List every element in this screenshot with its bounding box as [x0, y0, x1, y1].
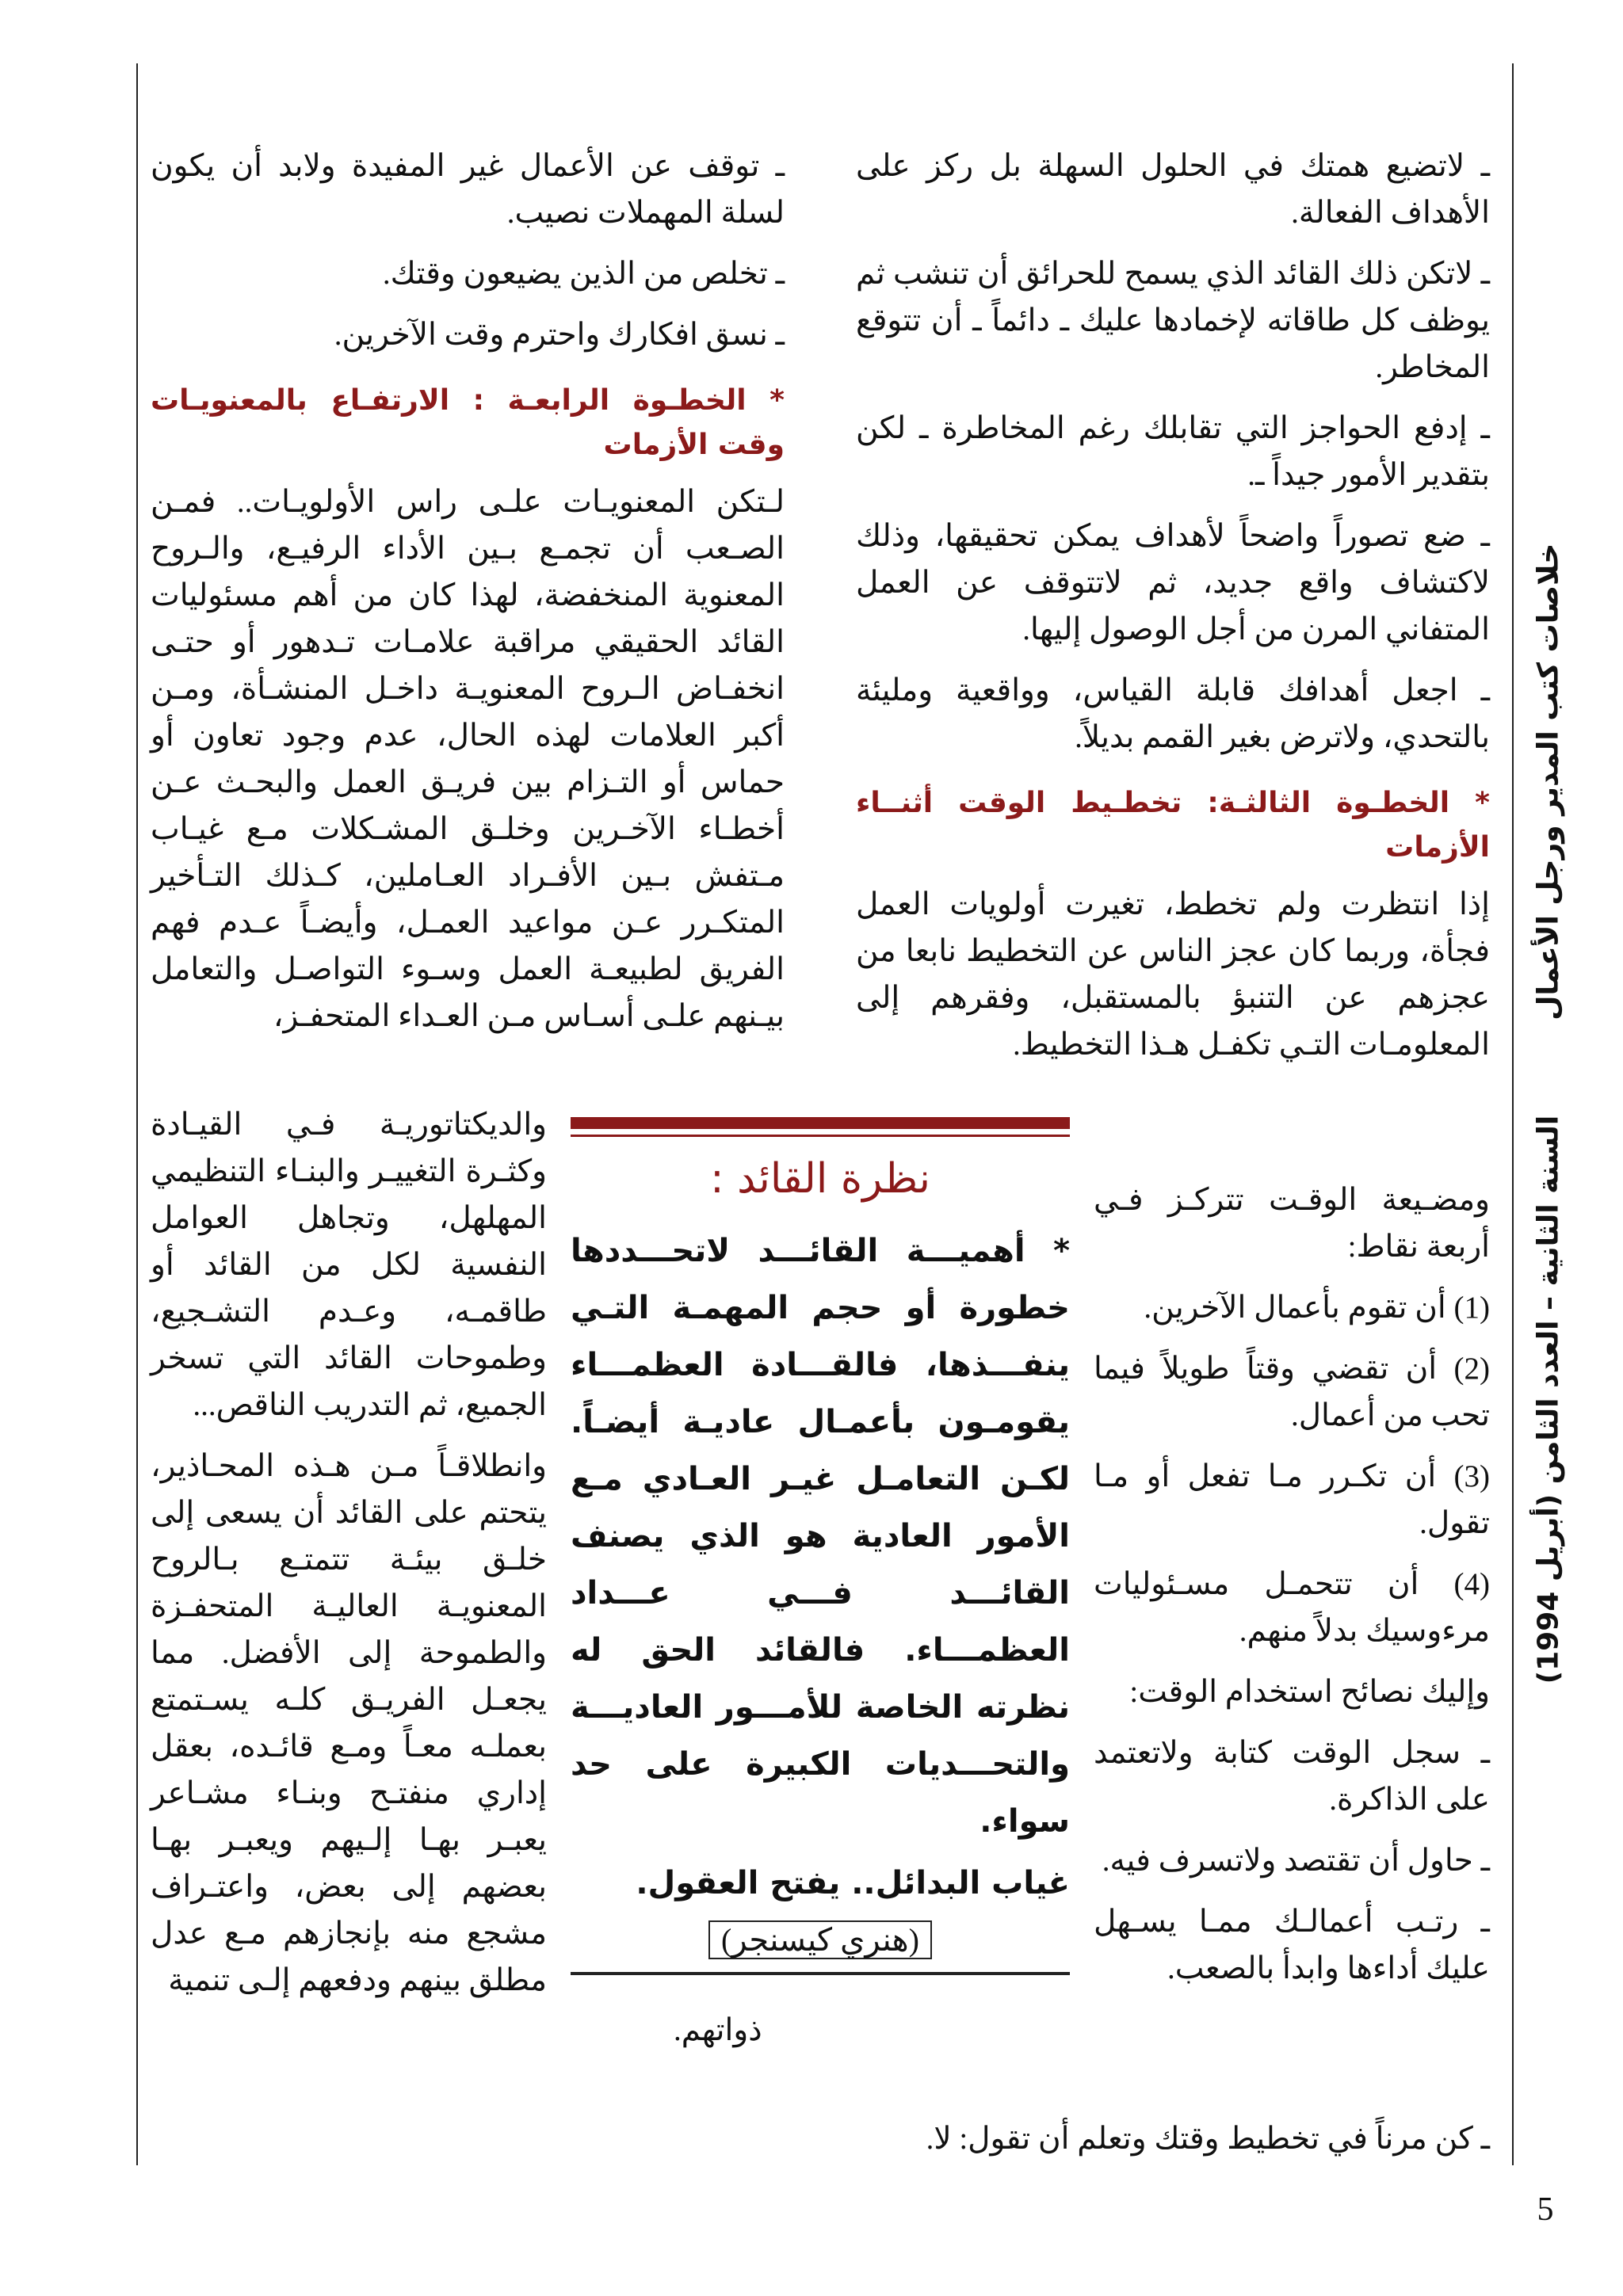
- list-item: ـ ضع تصوراً واضحاً لأهداف يمكن تحقيقها، وذلك لاكتشاف واقع جديد، ثم لاتتوقف عن العمل المتفاني المرن من أجل الوصول إليها.: [856, 519, 1490, 646]
- quote-credit: [571, 1917, 1070, 1964]
- step3-heading: * الخطـوة الثالثـة: تخطـيط الوقت أثنــاء الأزمات: [856, 787, 1490, 864]
- tail-text: ذواتهم.: [674, 2013, 762, 2047]
- list-item: (3) أن تكـرر مـا تفعل أو مـا تقول.: [1094, 1459, 1490, 1540]
- quote-paragraph: * أهميـــة القائـــد لاتحـــددها خطورة أو حجم المهمـة التـي ينفـــذها، فالقـــادة العظمـــاء يقومـون بأعمـال عاديـة أيضـاً. لكـن التعامـل غيـر العـادي مـع الأمور العادية هو الذي يصنف القائـــد فـــي عـــداد العظمـــاء. فالقائد الحق له نظرته الخاصة للأمـــور العاديـــة والتحـــديات الكبيرة على حد سواء.: [571, 1233, 1070, 1840]
- list-item: ـ إدفع الحواجز التي تقابلك رغم المخاطرة ـ لكن بتقدير الأمور جيداً ـ.: [856, 411, 1490, 492]
- left-column: [151, 143, 785, 1054]
- left-margin-rule: [136, 63, 138, 2165]
- paragraph: والديكتاتوريـة فـي القيـادة وكثـرة التغييـر والبنـاء التنظيمي المهلهل، وتجاهل العوامل النفسية لكل من القائد أو طاقمـه، وعـدم التشـجيع، وطموحات القائد التي تسخر الجميع، ثم التدريب الناقص...: [151, 1108, 547, 1422]
- paragraph: وانطلاقـاً مـن هـذه المحـاذير، يتحتم على القائد أن يسعى إلى خلـق بيئـة تتمتـع بـالروح المعنويـة العاليـة المتحفـزة والطموحة إلى الأفضل. مما يجعـل الفريـق كلـه يسـتمتع بعملـه معـاً ومـع قائـده، بعقل إداري منفتـح وبنـاء مشـاعر يعبـر بهـا إلـيهم ويعبـر بهـا بعضهم إلى بعض، واعتـراف مشجع منه بإنجازهم مـع عدل مطلق بينهم ودفعهم إلـى تنمية: [151, 1449, 547, 1997]
- list-item: ـ اجعل أهدافك قابلة القياس، وواقعية ومليئة بالتحدي، ولاترض بغير القمم بديلاً.: [856, 673, 1490, 754]
- list-item: ـ حاول أن تقتصد ولاتسرف فيه.: [1102, 1844, 1490, 1878]
- quote-top-bar: [571, 1117, 1070, 1129]
- last-tip: ـ كن مرناً في تخطيط وقتك وتعلم أن تقول: لا.: [926, 2122, 1490, 2156]
- list-item: (2) أن تقضي وقتاً طويلاً فيما تحب من أعمال.: [1094, 1352, 1490, 1432]
- list-item: ـ لاتكن ذلك القائد الذي يسمح للحرائق أن تنشب ثم يوظف كل طاقاته لإخمادها عليك ـ دائماً ـ أن تتوقع المخاطر.: [856, 257, 1490, 384]
- right-margin-rule: [1512, 63, 1514, 2165]
- list-item: ـ تخلص من الذين يضيعون وقتك.: [382, 257, 785, 291]
- step3-paragraph: إذا انتظرت ولم تخطط، تغيرت أولويات العمل فجأة، وربما كان عجز الناس عن التخطيط نابعا من عجزهم عن التنبؤ بالمستقبل، وفقرهم إلى المعلومـات التـي تكفـل هـذا التخطيط.: [856, 887, 1490, 1062]
- list-item: (4) أن تتحمـل مسـئوليات مرءوسيك بدلاً منهم.: [1094, 1567, 1490, 1648]
- publication-title: خلاصات كتب المدير ورجل الأعمال: [1532, 543, 1565, 1020]
- list-item: ـ نسق افكارك واحترم وقت الآخرين.: [334, 318, 785, 352]
- right-narrow-column: [1094, 1177, 1490, 2006]
- list-item: ـ توقف عن الأعمال غير المفيدة ولابد أن يكون لسلة المهملات نصيب.: [151, 149, 785, 230]
- quote-credit-text: (هنري كيسنجر): [708, 1920, 932, 1959]
- running-header: [1520, 135, 1577, 2092]
- quote-title: نظرة القائد :: [710, 1155, 930, 1203]
- time-waste-intro: ومضـيعة الوقـت تتركـز فـي أربعة نقاط:: [1094, 1183, 1490, 1264]
- issue-label: السنة الثانية – العدد الثامن (أبريل 1994): [1532, 1115, 1565, 1684]
- right-column: [856, 143, 1490, 1082]
- list-item: ـ سجل الوقت كتابة ولاتعتمد على الذاكرة.: [1094, 1736, 1490, 1817]
- list-item: ـ رتـب أعمالـك ممـا يسـهل عليك أداءها وابدأ بالصعب.: [1094, 1905, 1490, 1985]
- tips-intro: وإليك نصائح استخدام الوقت:: [1129, 1675, 1490, 1709]
- quote-paragraph: غياب البدائل.. يفتح العقول.: [636, 1865, 1070, 1901]
- left-narrow-column: [151, 1101, 547, 2018]
- list-item: ـ لاتضيع همتك في الحلول السهلة بل ركز على الأهداف الفعالة.: [856, 149, 1490, 230]
- list-item: (1) أن تقوم بأعمال الآخرين.: [1144, 1291, 1490, 1325]
- page-number: 5: [1537, 2191, 1554, 2228]
- step4-paragraph: لـتكن المعنويـات علـى راس الأولويـات.. فمـن الصـعب أن تجمـع بـين الأداء الرفيـع، والـروح المعنوية المنخفضة، لهذا كان من أهم مسئوليات القائد الحقيقي مراقبة علامـات تـدهور أو حتـى انخفـاض الـروح المعنويـة داخـل المنشـأة، ومـن أكبر العلامات لهذه الحال، عدم وجود تعاون أو حماس أو التـزام بين فريـق العمل والبحـث عـن أخطـاء الآخـرين وخلـق المشـكلات مـع غيـاب مـتفش بـين الأفـراد العـاملين، كـذلك التـأخير المتكـرر عـن مواعيد العمـل، وأيضـاً عـدم فهم الفريق لطبيعـة العمل وسـوء التواصـل والتعامل بيـنهم علـى أسـاس مـن العـداء المتحفـز،: [151, 485, 785, 1033]
- step4-heading: * الخطـوة الرابعـة : الارتفـاع بالمعنويـات وقت الأزمات: [151, 384, 785, 461]
- quote-bottom-bar: [571, 1972, 1070, 1975]
- quote-text: [571, 1222, 1070, 1912]
- quote-box: [571, 1117, 1070, 1975]
